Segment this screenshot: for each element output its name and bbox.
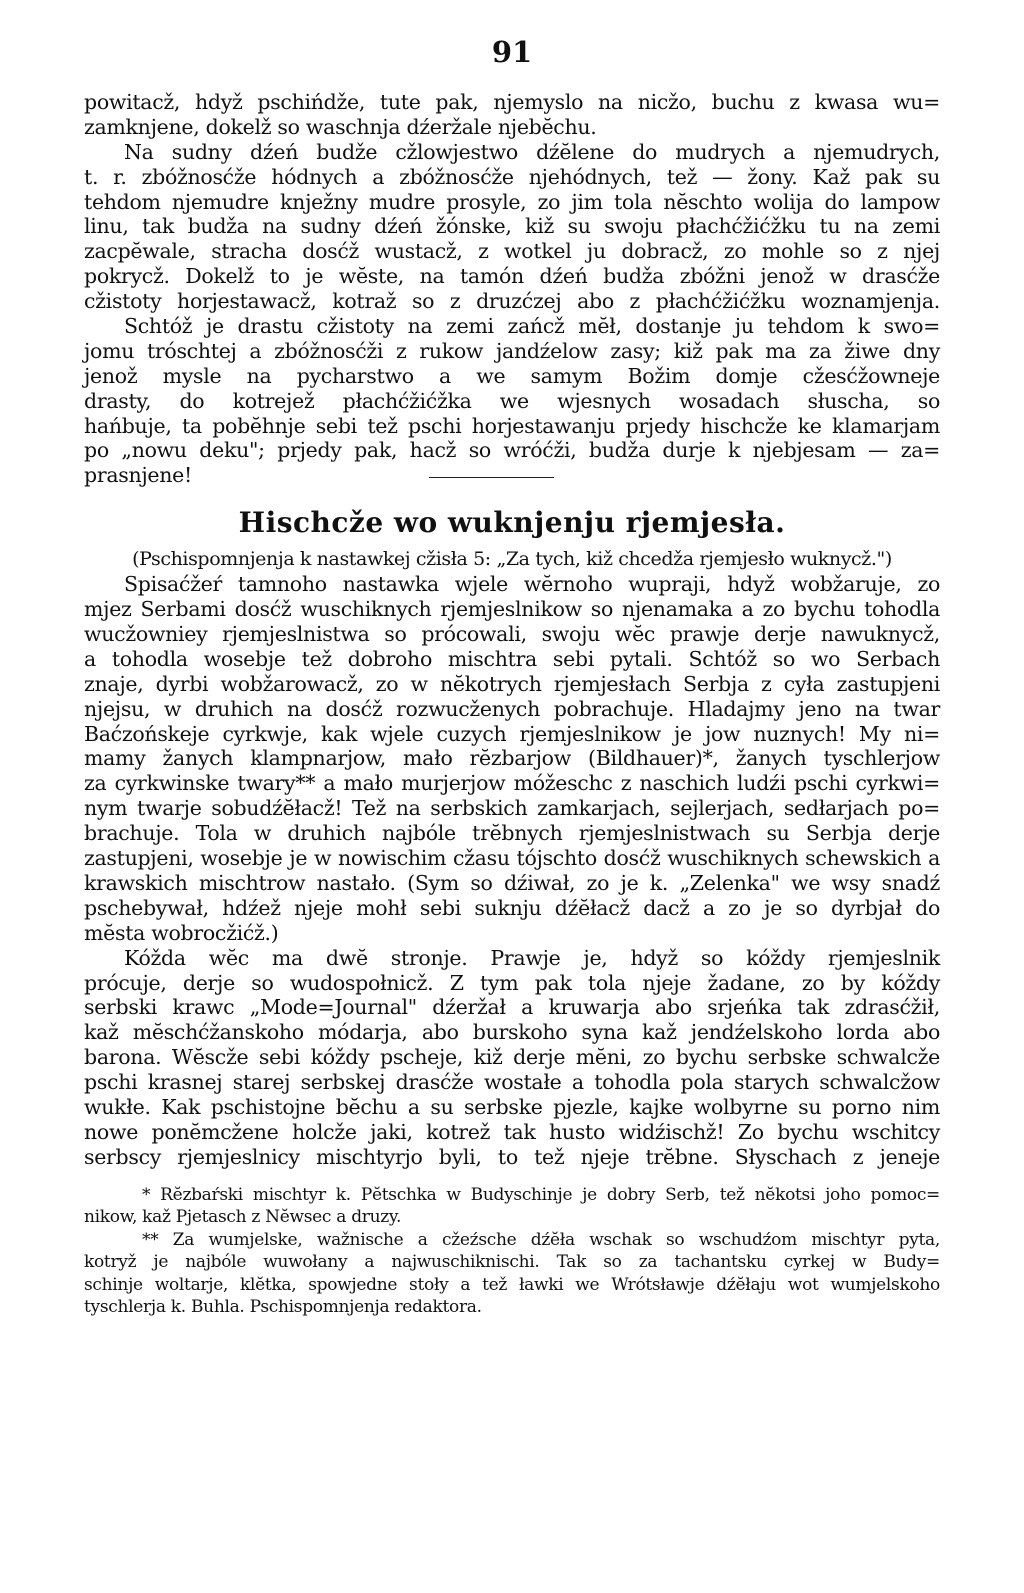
footnote-line: kotryž je najbóle wuwołany a najwuschiknischi. Tak so za tachantsku cyrkej w Budy= bbox=[84, 1252, 940, 1273]
text-line: kaž mĕschćžanskoho módarja, abo burskoho syna kaž jendźelskoho lorda abo bbox=[84, 1020, 940, 1045]
text-line: a tohodla wosebje tež dobroho mischtra sebi pytali. Schtóž so wo Serbach bbox=[84, 646, 940, 671]
text-line: prasnjene! bbox=[84, 463, 192, 488]
text-line: Schtóž je drastu cžistoty na zemi zańcž mĕł, dostanje ju tehdom k swo= bbox=[124, 314, 940, 339]
text-line: t. r. zbóžnosćže hódnych a zbóžnosćže njehódnych, tež — žony. Kaž pak su bbox=[84, 164, 940, 189]
text-line: serbscy rjemjeslnicy mischtyrjo byli, to tež njeje trĕbne. Słyschach z jeneje bbox=[84, 1144, 940, 1169]
text-line: powitacž, hdyž pschińdže, tute pak, njemyslo na nicžo, buchu z kwasa wu= bbox=[84, 90, 940, 114]
page-number: 91 bbox=[491, 35, 533, 69]
text-line: po „nowu deku"; prjedy pak, hacž so wróćži, budža durje k njebjesam — za= bbox=[84, 438, 940, 463]
article-body bbox=[84, 572, 940, 1169]
text-line: Kóžda wĕc ma dwĕ stronje. Prawje je, hdyž so kóždy rjemjeslnik bbox=[124, 945, 940, 970]
text-line: pschi krasnej starej serbskej drasćže wostałe a tohodla pola starych schwalcžow bbox=[84, 1070, 940, 1095]
text-line: zastupjeni, wosebje je w nowischim cžasu tójschto dosćž wuschiknych schewskich a bbox=[84, 846, 940, 871]
text-line: krawskich mischtrow nastało. (Sym so dźiwał, zo je k. „Zelenka" we wsy snadź bbox=[84, 870, 940, 895]
text-line: hańbuje, ta pobĕhnje sebi tež pschi horjestawanju prjedy hischcže ke klamarjam bbox=[84, 413, 940, 438]
footnotes bbox=[84, 1184, 940, 1319]
text-line: wukłe. Kak pschistojne bĕchu a su serbske pjezle, kajke wolbyrne su porno nim bbox=[84, 1094, 940, 1119]
text-line: serbski krawc „Mode=Journal" dźeržał a kruwarja abo srjeńka tak zdrasćžił, bbox=[84, 995, 940, 1020]
footnote-signature: Pschispomnjenja redaktora. bbox=[249, 1297, 482, 1318]
text-line: pschebywał, hdźež njeje mohł sebi suknju dźĕłacž dacž a zo je so dyrbjał do bbox=[84, 895, 940, 920]
text-line: Spisaćžeŕ tamnoho nastawka wjele wĕrnoho wupraji, hdyž wobžaruje, zo bbox=[124, 572, 940, 597]
text-line: jenož mysle na pycharstwo a we samym Božim domje cžesćžowneje bbox=[84, 363, 940, 388]
text-line: za cyrkwinske twary** a mało murjerjow móžeschc z naschich ludźi pschi cyrkwi= bbox=[84, 771, 940, 796]
footnote-last-row bbox=[84, 1296, 940, 1319]
footnote-line: tyschlerja k. Buhla. bbox=[84, 1297, 245, 1318]
section-divider-row bbox=[84, 463, 940, 488]
text-line: mamy žanych klampnarjow, mało rĕzbarjow (Bildhauer)*, žanych tyschlerjow bbox=[84, 746, 940, 771]
article-title: Hischcže wo wuknjenju rjemjesła. bbox=[238, 506, 786, 540]
text-line: barona. Wĕscže sebi kóždy pscheje, kiž derje mĕni, zo bychu serbske schwalcže bbox=[84, 1045, 940, 1070]
text-line: jomu tróschtej a zbóžnosćži z rukow jandźelow zasy; kiž pak ma za žiwe dny bbox=[84, 338, 940, 363]
text-line: Na sudny dźeń budže cžlowjestwo dźĕlene do mudrych a njemudrych, bbox=[124, 139, 940, 164]
text-line: prócuje, derje so wudospołnicž. Z tym pak tola njeje žadane, zo by kóždy bbox=[84, 970, 940, 995]
text-line: zamknjene, dokelž so waschnja dźeržale njebĕchu. bbox=[84, 114, 597, 139]
footnote-line: ** Za wumjelske, wažnische a cžeźsche dźĕła wschak so wschudźom mischtyr pyta, bbox=[142, 1229, 940, 1250]
text-line: zacpĕwale, stracha dosćž wustacž, z wotkel ju dobracž, zo mohle so z njej bbox=[84, 239, 940, 264]
article-note: (Pschispomnjenja k nastawkej cžisła 5: „Za tych, kiž chcedža rjemjesło wuknycž.") bbox=[132, 548, 892, 571]
text-line: nym twarje sobudźĕłacž! Tež na serbskich zamkarjach, sejlerjach, sedłarjach po= bbox=[84, 796, 940, 821]
text-line: wucžowniey rjemjeslnistwa so prócowali, swoju wĕc prawje derje nawuknycž, bbox=[84, 622, 940, 647]
footnote-line: nikow, kaž Pjetasch z Nĕwsec a druzy. bbox=[84, 1207, 402, 1228]
footnote-line: * Rĕzbaŕski mischtyr k. Pĕtschka w Budyschinje je dobry Serb, tež nĕkotsi joho pomoc= bbox=[142, 1184, 940, 1205]
footnote-line: schinje woltarje, klĕtka, spowjedne stoły a tež ławki we Wrótsławje dźĕłaju wot wumjelskoho bbox=[84, 1274, 940, 1295]
divider-rule bbox=[429, 477, 554, 478]
text-line: tehdom njemudre knježny mudre prosyle, zo jim tola nĕschto wolija do lampow bbox=[84, 189, 940, 214]
text-line: linu, tak budža na sudny dźeń žónske, kiž su swoju płachćžićžku tu na zemi bbox=[84, 214, 940, 239]
text-line: brachuje. Tola w druhich najbóle trĕbnych rjemjeslnistwach su Serbja derje bbox=[84, 821, 940, 846]
text-line: drasty, do kotrejež płachćžićžka we wjesnych wosadach słuscha, so bbox=[84, 388, 940, 413]
text-line: pokrycž. Dokelž to je wĕste, na tamón dźeń budža zbóžni jenož w drasćže bbox=[84, 264, 940, 289]
text-line: nowe ponĕmcžene holcže jaki, kotrež tak husto widźischž! Zo bychu wschitcy bbox=[84, 1119, 940, 1144]
text-line: Baćzońskeje cyrkwje, kak wjele cuzych rjemjeslnikow je jow nuznych! My ni= bbox=[84, 721, 940, 746]
text-line: mĕsta wobrocžićž.) bbox=[84, 920, 279, 945]
text-line: njejsu, w druhich na dosćž rozwucženych pobrachuje. Hladajmy jeno na twar bbox=[84, 696, 940, 721]
book-page bbox=[84, 28, 940, 1319]
text-line: cžistoty horjestawacž, kotraž so z druzćzej abo z płachćžićžku woznamjenja. bbox=[84, 289, 940, 314]
intro-paragraph bbox=[84, 90, 940, 488]
text-line: mjez Serbami dosćž wuschiknych rjemjeslnikow so njenamaka a zo bychu tohodla bbox=[84, 597, 940, 622]
text-line: znaje, dyrbi wobžarowacž, zo w nĕkotrych rjemjesłach Serbja z cyła zastupjeni bbox=[84, 671, 940, 696]
